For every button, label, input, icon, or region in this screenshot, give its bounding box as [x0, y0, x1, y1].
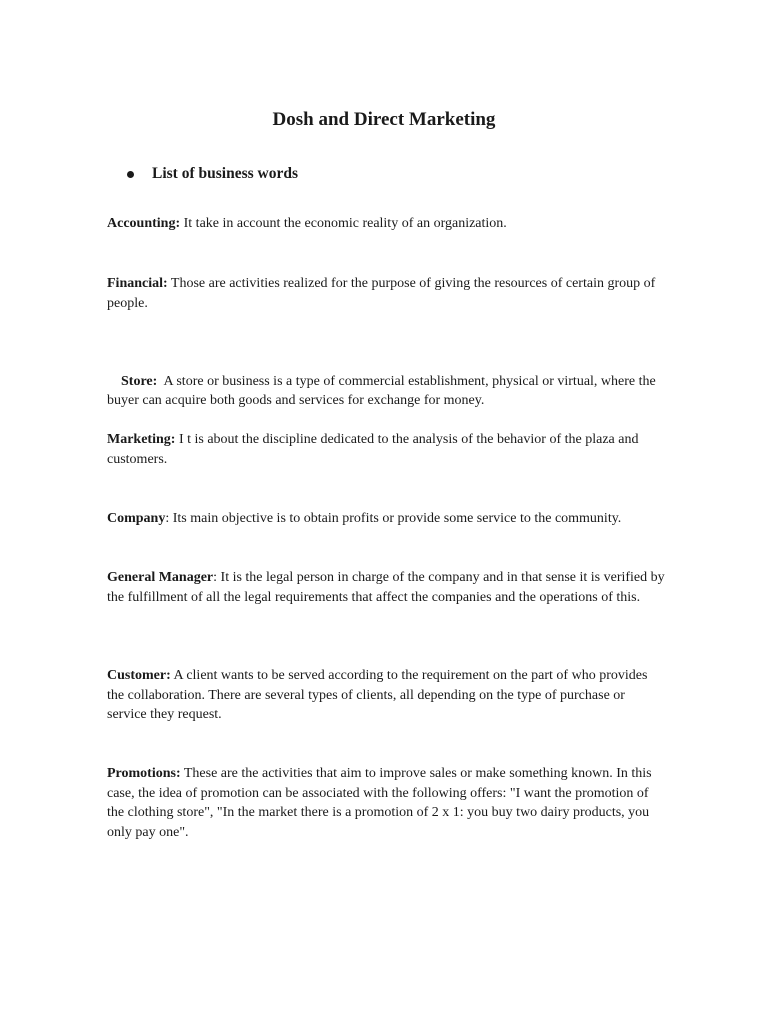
definition-text: Those are activities realized for the purpose of giving the resources of certain group of people. [107, 276, 656, 311]
definition-customer [107, 666, 667, 725]
definition-text: I t is about the discipline dedicated to the analysis of the behavior of the plaza and customers. [107, 432, 639, 467]
definition-accounting [107, 214, 667, 234]
term-label: Marketing: [107, 432, 176, 447]
term-label: General Manager [107, 570, 214, 585]
definition-text: : It is the legal person in charge of the company and in that sense it is verified by the fulfillment of all the legal requirements that affect the companies and the operations of this. [107, 570, 665, 605]
definition-promotions [107, 764, 667, 842]
definition-marketing [107, 430, 667, 469]
definition-text: It take in account the economic reality of an organization. [180, 216, 507, 231]
definition-general-manager [107, 568, 667, 607]
definition-store [107, 352, 667, 430]
definition-company [107, 509, 677, 529]
term-label: Financial: [107, 276, 168, 291]
definition-text: These are the activities that aim to improve sales or make something known. In this case, the idea of promotion can be associated with the following offers: "I want the promotion of the clothing store", "In the market there is a promotion of 2 x 1: you buy two dairy products, you only pay one". [107, 766, 652, 840]
definition-text: A store or business is a type of commercial establishment, physical or virtual, where the buyer can acquire both goods and services for exchange for money. [107, 373, 660, 409]
term-label: Promotions: [107, 766, 181, 781]
definition-text: : Its main objective is to obtain profits or provide some service to the community. [165, 511, 622, 526]
term-label: Customer: [107, 668, 171, 683]
list-heading-bullet [127, 163, 298, 185]
definition-text: A client wants to be served according to the requirement on the part of who provides the collaboration. There are several types of clients, all depending on the type of purchase or service they request. [107, 668, 648, 723]
term-label: Store: [121, 373, 158, 389]
definition-financial [107, 274, 667, 313]
term-label: Accounting: [107, 216, 181, 231]
bullet-dot-icon [127, 171, 134, 178]
list-heading: List of business words [152, 165, 298, 182]
term-label: Company [107, 511, 166, 526]
document-title: Dosh and Direct Marketing [272, 109, 496, 130]
